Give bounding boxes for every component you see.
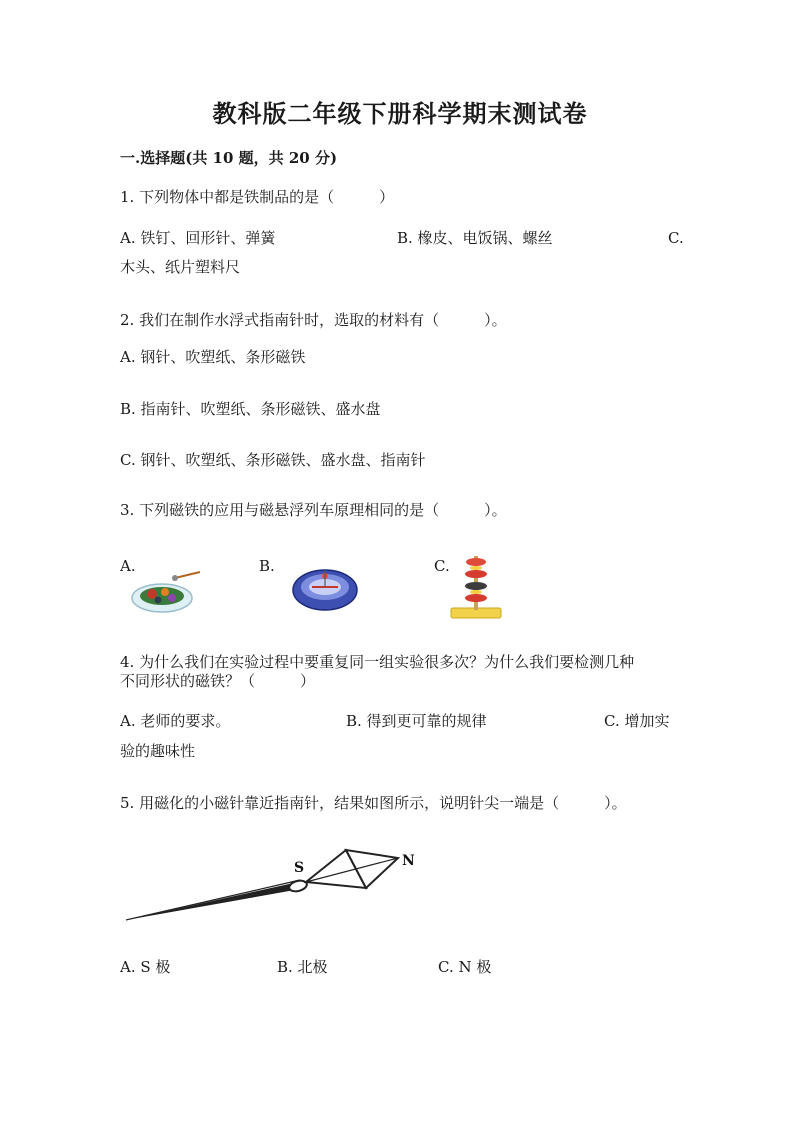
question-2-option-c: C. 钢针、吹塑纸、条形磁铁、盛水盘、指南针 [120,451,426,469]
question-3-option-a: A. [120,557,136,575]
question-1-option-a: A. 铁钉、回形针、弹簧 [120,229,276,247]
question-4-stem-line-1: 4. 为什么我们在实验过程中要重复同一组实验很多次？为什么我们要检测几种 [120,653,635,671]
question-1-option-b: B. 橡皮、电饭锅、螺丝 [397,229,553,247]
label-n: N [402,853,415,869]
question-5-stem: 5. 用磁化的小磁针靠近指南针，结果如图所示，说明针尖一端是（ ）。 [120,794,627,812]
picture-a-magnetic-plate [130,558,205,618]
question-5-option-a: A. S 极 [120,958,171,976]
page-title: 教科版二年级下册科学期末测试卷 [212,99,588,128]
question-4-stem-line-2: 不同形状的磁铁？（ ） [120,672,316,690]
question-4-option-a: A. 老师的要求。 [120,712,231,730]
question-4-option-c-line-1: C. 增加实 [604,712,670,730]
picture-c-floating-ring-magnets [447,554,507,624]
label-s: S [294,860,305,876]
question-1-option-c-text: 木头、纸片塑料尺 [120,258,241,276]
needle-and-compass-figure [120,838,430,928]
question-2-option-a: A. 钢针、吹塑纸、条形磁铁 [120,348,306,366]
question-2-option-b: B. 指南针、吹塑纸、条形磁铁、盛水盘 [120,400,381,418]
question-1-option-c-mark: C. [668,229,684,247]
question-5-option-c: C. N 极 [438,958,492,976]
question-5-option-b: B. 北极 [277,958,328,976]
question-1-stem: 1. 下列物体中都是铁制品的是（ ） [120,188,395,206]
question-3-option-c: C. [434,557,450,575]
question-4-option-c-line-2: 验的趣味性 [120,742,196,760]
question-3-stem: 3. 下列磁铁的应用与磁悬浮列车原理相同的是（ ）。 [120,501,507,519]
question-4-option-b: B. 得到更可靠的规律 [346,712,487,730]
question-3-option-b: B. [259,557,275,575]
section-heading: 一.选择题(共 10 题，共 20 分) [120,149,338,167]
question-2-stem: 2. 我们在制作水浮式指南针时，选取的材料有（ ）。 [120,311,507,329]
picture-b-compass-disk [288,556,363,616]
